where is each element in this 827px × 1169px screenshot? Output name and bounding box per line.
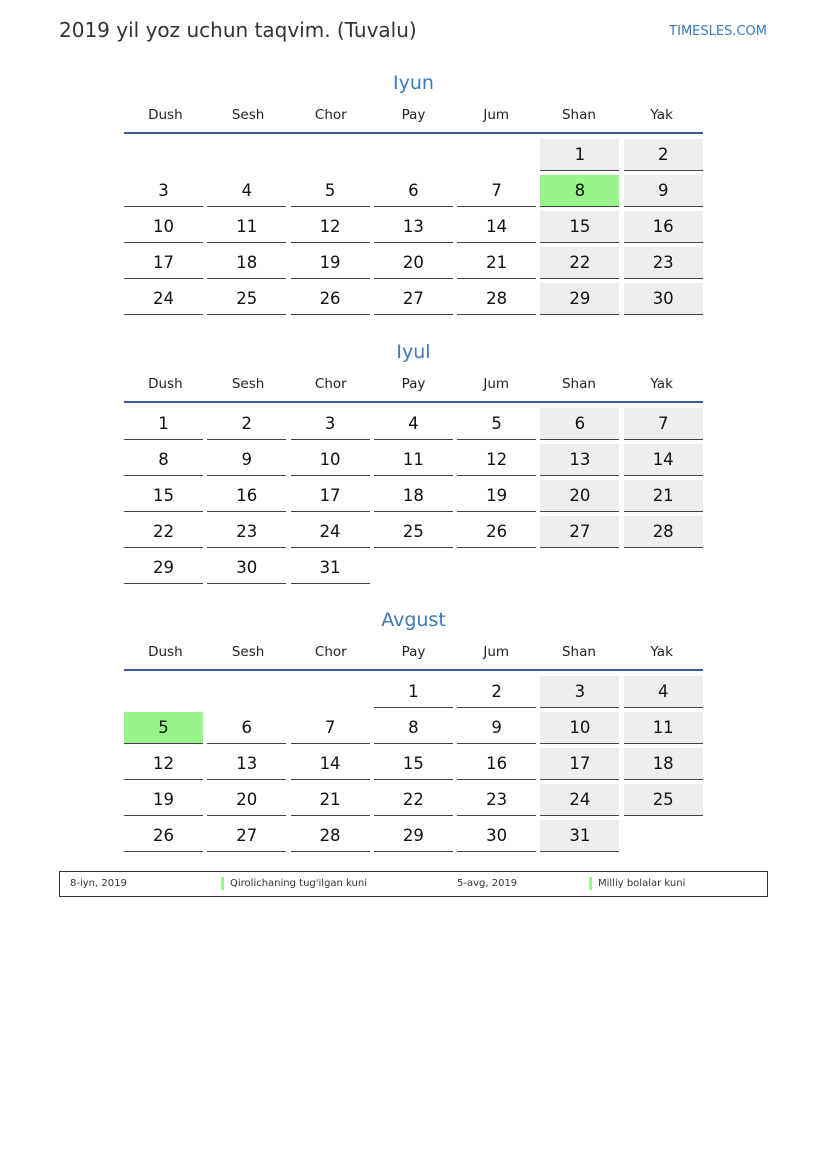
- weekday-header: [124, 370, 703, 398]
- day-cell: 5: [291, 175, 370, 207]
- day-cell: 6: [207, 712, 286, 744]
- day-cell: 9: [624, 175, 703, 207]
- weekday-label: Chor: [314, 107, 347, 123]
- weekday-label: Dush: [148, 376, 183, 392]
- day-cell: 10: [540, 712, 619, 744]
- day-cell: 24: [124, 283, 203, 315]
- day-cell: 13: [207, 748, 286, 780]
- month-block: [124, 69, 703, 317]
- weekday-label: Shan: [561, 376, 596, 392]
- weekday-label: Yak: [650, 644, 673, 660]
- weekday-label: Sesh: [231, 107, 265, 123]
- holiday-legend: [59, 871, 768, 897]
- day-cell: 31: [291, 552, 370, 584]
- day-cell: 27: [540, 516, 619, 548]
- day-cell: 2: [624, 139, 703, 171]
- weekday-label: Dush: [148, 107, 183, 123]
- day-cell: 11: [624, 712, 703, 744]
- week-row: [124, 818, 703, 854]
- day-cell: 17: [540, 748, 619, 780]
- day-cell: 29: [124, 552, 203, 584]
- weekday-header: [124, 638, 703, 666]
- weekday-label: Sesh: [231, 376, 265, 392]
- day-cell: 30: [624, 283, 703, 315]
- day-cell: 18: [624, 748, 703, 780]
- weeks-grid: [124, 674, 703, 854]
- day-cell: 29: [374, 820, 453, 852]
- day-cell: 10: [124, 211, 203, 243]
- day-cell: 22: [540, 247, 619, 279]
- day-cell: 26: [124, 820, 203, 852]
- day-cell: 4: [374, 408, 453, 440]
- day-cell: 23: [457, 784, 536, 816]
- day-cell: 24: [540, 784, 619, 816]
- day-cell: 3: [291, 408, 370, 440]
- day-cell: 6: [374, 175, 453, 207]
- day-cell: 20: [374, 247, 453, 279]
- weekday-label: Chor: [314, 644, 347, 660]
- day-cell: 2: [207, 408, 286, 440]
- weekday-label: Jum: [483, 107, 510, 123]
- day-cell: 30: [207, 552, 286, 584]
- month-block: [124, 606, 703, 854]
- empty-day-cell: [374, 139, 453, 170]
- day-cell: 12: [457, 444, 536, 476]
- empty-day-cell: [540, 552, 619, 583]
- month-name: Avgust: [381, 609, 446, 631]
- week-row: [124, 674, 703, 710]
- week-row: [124, 209, 703, 245]
- day-cell: 20: [207, 784, 286, 816]
- day-cell: 17: [124, 247, 203, 279]
- day-cell: 11: [207, 211, 286, 243]
- day-cell: 24: [291, 516, 370, 548]
- weekday-label: Jum: [483, 376, 510, 392]
- weekday-label: Pay: [401, 644, 426, 660]
- day-cell: 15: [374, 748, 453, 780]
- day-cell: 12: [291, 211, 370, 243]
- day-cell: 28: [624, 516, 703, 548]
- day-cell: 10: [291, 444, 370, 476]
- day-cell: 26: [291, 283, 370, 315]
- header-divider: [124, 132, 703, 134]
- day-cell: 28: [457, 283, 536, 315]
- day-cell: 30: [457, 820, 536, 852]
- day-cell: 18: [374, 480, 453, 512]
- day-cell: 4: [207, 175, 286, 207]
- day-cell: 5: [457, 408, 536, 440]
- legend-date: 5-avg, 2019: [457, 878, 518, 889]
- holiday-day-cell: 5: [124, 712, 203, 744]
- day-cell: 28: [291, 820, 370, 852]
- month-name: Iyul: [396, 341, 431, 363]
- day-cell: 21: [457, 247, 536, 279]
- day-cell: 26: [457, 516, 536, 548]
- legend-date: 8-iyn, 2019: [70, 878, 127, 889]
- day-cell: 7: [291, 712, 370, 744]
- site-link[interactable]: TIMESLES.COM: [669, 24, 767, 39]
- day-cell: 3: [540, 676, 619, 708]
- day-cell: 1: [540, 139, 619, 171]
- week-row: [124, 782, 703, 818]
- week-row: [124, 478, 703, 514]
- day-cell: 23: [624, 247, 703, 279]
- day-cell: 23: [207, 516, 286, 548]
- day-cell: 19: [291, 247, 370, 279]
- legend-color-marker: [589, 877, 592, 890]
- day-cell: 29: [540, 283, 619, 315]
- day-cell: 27: [374, 283, 453, 315]
- day-cell: 11: [374, 444, 453, 476]
- day-cell: 12: [124, 748, 203, 780]
- day-cell: 27: [207, 820, 286, 852]
- day-cell: 25: [624, 784, 703, 816]
- day-cell: 25: [374, 516, 453, 548]
- week-row: [124, 137, 703, 173]
- day-cell: 7: [457, 175, 536, 207]
- weekday-label: Yak: [650, 376, 673, 392]
- day-cell: 14: [457, 211, 536, 243]
- day-cell: 13: [540, 444, 619, 476]
- header-divider: [124, 401, 703, 403]
- day-cell: 8: [374, 712, 453, 744]
- empty-day-cell: [207, 676, 286, 707]
- weekday-label: Pay: [401, 107, 426, 123]
- week-row: [124, 746, 703, 782]
- day-cell: 1: [124, 408, 203, 440]
- day-cell: 21: [624, 480, 703, 512]
- week-row: [124, 173, 703, 209]
- week-row: [124, 245, 703, 281]
- weekday-label: Shan: [561, 644, 596, 660]
- weekday-label: Shan: [561, 107, 596, 123]
- day-cell: 13: [374, 211, 453, 243]
- day-cell: 4: [624, 676, 703, 708]
- day-cell: 7: [624, 408, 703, 440]
- day-cell: 8: [124, 444, 203, 476]
- day-cell: 14: [291, 748, 370, 780]
- empty-day-cell: [124, 676, 203, 707]
- day-cell: 2: [457, 676, 536, 708]
- weeks-grid: [124, 137, 703, 317]
- week-row: [124, 281, 703, 317]
- day-cell: 19: [457, 480, 536, 512]
- empty-day-cell: [374, 552, 453, 583]
- empty-day-cell: [207, 139, 286, 170]
- day-cell: 9: [457, 712, 536, 744]
- day-cell: 14: [624, 444, 703, 476]
- day-cell: 1: [374, 676, 453, 708]
- weekday-label: Dush: [148, 644, 183, 660]
- empty-day-cell: [624, 820, 703, 851]
- empty-day-cell: [291, 139, 370, 170]
- day-cell: 17: [291, 480, 370, 512]
- day-cell: 20: [540, 480, 619, 512]
- day-cell: 19: [124, 784, 203, 816]
- weekday-label: Yak: [650, 107, 673, 123]
- legend-holiday-name: Qirolichaning tug'ilgan kuni: [230, 878, 368, 889]
- weekday-label: Pay: [401, 376, 426, 392]
- day-cell: 3: [124, 175, 203, 207]
- page-title: 2019 yil yoz uchun taqvim. (Tuvalu): [59, 18, 417, 42]
- legend-color-marker: [221, 877, 224, 890]
- legend-holiday-name: Milliy bolalar kuni: [598, 878, 686, 889]
- empty-day-cell: [291, 676, 370, 707]
- week-row: [124, 710, 703, 746]
- day-cell: 16: [624, 211, 703, 243]
- empty-day-cell: [124, 139, 203, 170]
- weekday-label: Chor: [314, 376, 347, 392]
- day-cell: 16: [207, 480, 286, 512]
- empty-day-cell: [457, 139, 536, 170]
- day-cell: 21: [291, 784, 370, 816]
- empty-day-cell: [457, 552, 536, 583]
- month-block: [124, 338, 703, 586]
- day-cell: 16: [457, 748, 536, 780]
- day-cell: 18: [207, 247, 286, 279]
- day-cell: 31: [540, 820, 619, 852]
- day-cell: 15: [124, 480, 203, 512]
- week-row: [124, 442, 703, 478]
- week-row: [124, 406, 703, 442]
- day-cell: 22: [124, 516, 203, 548]
- day-cell: 9: [207, 444, 286, 476]
- weekday-header: [124, 101, 703, 129]
- weekday-label: Sesh: [231, 644, 265, 660]
- weekday-label: Jum: [483, 644, 510, 660]
- week-row: [124, 550, 703, 586]
- empty-day-cell: [624, 552, 703, 583]
- day-cell: 6: [540, 408, 619, 440]
- week-row: [124, 514, 703, 550]
- weeks-grid: [124, 406, 703, 586]
- header-divider: [124, 669, 703, 671]
- month-name: Iyun: [393, 72, 434, 94]
- day-cell: 25: [207, 283, 286, 315]
- day-cell: 22: [374, 784, 453, 816]
- holiday-day-cell: 8: [540, 175, 619, 207]
- day-cell: 15: [540, 211, 619, 243]
